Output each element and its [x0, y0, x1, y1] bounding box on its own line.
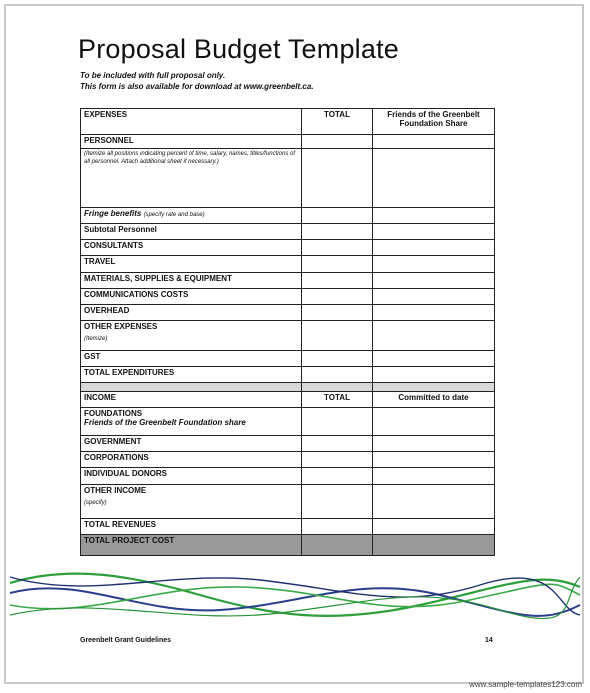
separator-row — [81, 383, 495, 392]
communications-label: COMMUNICATIONS COSTS — [81, 289, 302, 305]
table-row — [81, 351, 495, 367]
expenses-header: EXPENSES — [81, 109, 302, 135]
table-row — [81, 135, 495, 149]
table-row — [81, 468, 495, 485]
page-title: Proposal Budget Template — [78, 34, 400, 64]
fringe-label: Fringe benefits — [84, 209, 142, 218]
separator-cell — [373, 383, 495, 392]
other-expenses-cell — [81, 321, 302, 351]
table-row — [81, 535, 495, 556]
fringe-total-cell[interactable] — [302, 208, 373, 224]
separator-cell — [81, 383, 302, 392]
table-row — [81, 224, 495, 240]
travel-share-cell[interactable] — [373, 256, 495, 273]
foundations-label: FOUNDATIONS — [84, 409, 143, 418]
overhead-share-cell[interactable] — [373, 305, 495, 321]
total-project-cost-committed-cell[interactable] — [373, 535, 495, 556]
travel-label: TRAVEL — [81, 256, 302, 273]
corporations-committed-cell[interactable] — [373, 452, 495, 468]
government-committed-cell[interactable] — [373, 436, 495, 452]
other-income-note: (specify) — [84, 500, 107, 506]
income-header: INCOME — [81, 392, 302, 408]
total-revenues-committed-cell[interactable] — [373, 519, 495, 535]
consultants-share-cell[interactable] — [373, 240, 495, 256]
fringe-spec: (specify rate and base) — [143, 212, 205, 218]
personnel-note: (Itemize all positions indicating percent of time, salary, names, titles/functions of all personnel. Attach additional sheet if necessary.) — [84, 151, 295, 165]
table-row — [81, 305, 495, 321]
overhead-label: OVERHEAD — [81, 305, 302, 321]
wave-green-3 — [10, 577, 580, 619]
table-row — [81, 519, 495, 535]
communications-total-cell[interactable] — [302, 289, 373, 305]
table-row — [81, 273, 495, 289]
subtotal-total-cell[interactable] — [302, 224, 373, 240]
total-revenues-total-cell[interactable] — [302, 519, 373, 535]
gst-label: GST — [81, 351, 302, 367]
other-expenses-total-cell[interactable] — [302, 321, 373, 351]
personnel-label: PERSONNEL — [81, 135, 302, 149]
table-row — [81, 408, 495, 436]
table-row — [81, 149, 495, 208]
table-row — [81, 240, 495, 256]
other-income-total-cell[interactable] — [302, 485, 373, 519]
subtotal-share-cell[interactable] — [373, 224, 495, 240]
budget-table — [80, 108, 495, 556]
personnel-share-cell[interactable] — [373, 135, 495, 149]
personnel-detail-share-cell[interactable] — [373, 149, 495, 208]
total-revenues-label: TOTAL REVENUES — [81, 519, 302, 535]
fringe-share-cell[interactable] — [373, 208, 495, 224]
materials-total-cell[interactable] — [302, 273, 373, 289]
other-expenses-share-cell[interactable] — [373, 321, 495, 351]
other-income-label: OTHER INCOME — [84, 486, 147, 495]
other-income-cell — [81, 485, 302, 519]
footer-guidelines: Greenbelt Grant Guidelines — [80, 637, 172, 644]
donors-committed-cell[interactable] — [373, 468, 495, 485]
watermark: www.sample-templates123.com — [469, 680, 582, 689]
total-project-cost-total-cell[interactable] — [302, 535, 373, 556]
travel-total-cell[interactable] — [302, 256, 373, 273]
income-header-row — [81, 392, 495, 408]
expenses-header-row — [81, 109, 495, 135]
materials-share-cell[interactable] — [373, 273, 495, 289]
table-row — [81, 208, 495, 224]
overhead-total-cell[interactable] — [302, 305, 373, 321]
table-row — [81, 452, 495, 468]
other-expenses-note: (Itemize) — [84, 336, 108, 342]
total-project-cost-label: TOTAL PROJECT COST — [81, 535, 302, 556]
fringe-cell — [81, 208, 302, 224]
communications-share-cell[interactable] — [373, 289, 495, 305]
table-row — [81, 367, 495, 383]
other-income-committed-cell[interactable] — [373, 485, 495, 519]
consultants-total-cell[interactable] — [302, 240, 373, 256]
table-row — [81, 256, 495, 273]
other-expenses-label: OTHER EXPENSES — [84, 322, 158, 331]
government-total-cell[interactable] — [302, 436, 373, 452]
donors-label: INDIVIDUAL DONORS — [81, 468, 302, 485]
separator-cell — [302, 383, 373, 392]
materials-label: MATERIALS, SUPPLIES & EQUIPMENT — [81, 273, 302, 289]
foundations-committed-cell[interactable] — [373, 408, 495, 436]
foundations-cell — [81, 408, 302, 436]
consultants-label: CONSULTANTS — [81, 240, 302, 256]
foundations-note: Friends of the Greenbelt Foundation share — [84, 418, 246, 427]
table-row — [81, 436, 495, 452]
subtotal-personnel-label: Subtotal Personnel — [81, 224, 302, 240]
personnel-total-cell[interactable] — [302, 135, 373, 149]
foundations-total-cell[interactable] — [302, 408, 373, 436]
income-committed-header: Committed to date — [373, 392, 495, 408]
table-row — [81, 289, 495, 305]
gst-total-cell[interactable] — [302, 351, 373, 367]
table-row — [81, 485, 495, 519]
personnel-note-cell — [81, 149, 302, 208]
total-expenditures-label: TOTAL EXPENDITURES — [81, 367, 302, 383]
corporations-label: CORPORATIONS — [81, 452, 302, 468]
total-expenditures-total-cell[interactable] — [302, 367, 373, 383]
page-number: 14 — [485, 637, 493, 644]
table-row — [81, 321, 495, 351]
subtitle-line-2: This form is also available for download at www.greenbelt.ca. — [80, 82, 314, 91]
personnel-detail-total-cell[interactable] — [302, 149, 373, 208]
subtitle-line-1: To be included with full proposal only. — [80, 71, 226, 80]
decorative-waves — [0, 565, 590, 635]
expenses-total-header: TOTAL — [302, 109, 373, 135]
total-expenditures-share-cell[interactable] — [373, 367, 495, 383]
corporations-total-cell[interactable] — [302, 452, 373, 468]
income-total-header: TOTAL — [302, 392, 373, 408]
donors-total-cell[interactable] — [302, 468, 373, 485]
gst-share-cell[interactable] — [373, 351, 495, 367]
government-label: GOVERNMENT — [81, 436, 302, 452]
expenses-share-header: Friends of the Greenbelt Foundation Share — [373, 109, 495, 135]
